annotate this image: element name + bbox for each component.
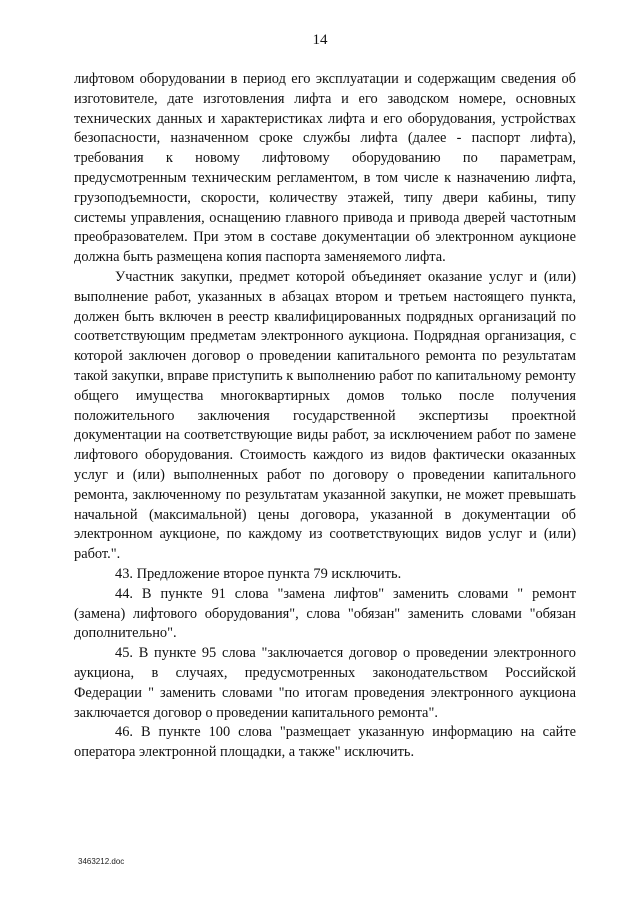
document-file-reference: 3463212.doc bbox=[78, 857, 125, 866]
paragraph-participant: Участник закупки, предмет которой объединяет оказание услуг и (или) выполнение работ, указанных в абзацах втором и третьем настоящего пункта, должен быть включен в реестр квалифицированных подрядных организаций по соответствующим предметам электронного аукциона. Подрядная организация, с которой заключен договор о проведении капитального ремонта по результатам такой закупки, вправе приступить к выполнению работ по капитальному ремонту общего имущества многоквартирных домов только после получения положительного заключения государственной экспертизы проектной документации на соответствующие виды работ, за исключением работ по замене лифтового оборудования. Стоимость каждого из видов фактически оказанных услуг и (или) выполненных работ по договору о проведении капитального ремонта, заключенному по результатам указанной закупки, не может превышать начальной (максимальной) цены договора, указанной в документации об электронном аукционе, по каждому из соответствующих видов услуг и (или) работ.". bbox=[74, 268, 576, 563]
paragraph-item-46: 46. В пункте 100 слова "размещает указанную информацию на сайте оператора электронной площадки, а также" исключить. bbox=[74, 724, 576, 761]
paragraph-item-43: 43. Предложение второе пункта 79 исключить. bbox=[115, 565, 402, 582]
document-body bbox=[74, 70, 576, 763]
paragraph-item-45: 45. В пункте 95 слова "заключается договор о проведении электронного аукциона, в случаях, предусмотренных законодательством Российской Федерации " заменить словами "по итогам проведения электронного аукциона заключается договор о проведении капитального ремонта". bbox=[74, 645, 576, 721]
paragraph-item-44: 44. В пункте 91 слова "замена лифтов" заменить словами " ремонт (замена) лифтового оборудования", слова "обязан" заменить словами "обязан дополнительно". bbox=[74, 585, 576, 642]
page-number: 14 bbox=[312, 32, 328, 48]
paragraph-continuation: лифтовом оборудовании в период его эксплуатации и содержащим сведения об изготовителе, дате изготовления лифта и его заводском номере, основных технических данных и характеристиках лифта и его оборудования, устройствах безопасности, назначенном сроке службы лифта (далее - паспорт лифта), требования к новому лифтовому оборудованию по параметрам, предусмотренным техническим регламентом, в том числе к назначению лифта, грузоподъемности, скорости, количеству этажей, типу двери кабины, типу системы управления, оснащению главного привода и привода дверей частотным преобразователем. При этом в составе документации об электронном аукционе должна быть размещена копия паспорта заменяемого лифта. bbox=[74, 71, 576, 266]
